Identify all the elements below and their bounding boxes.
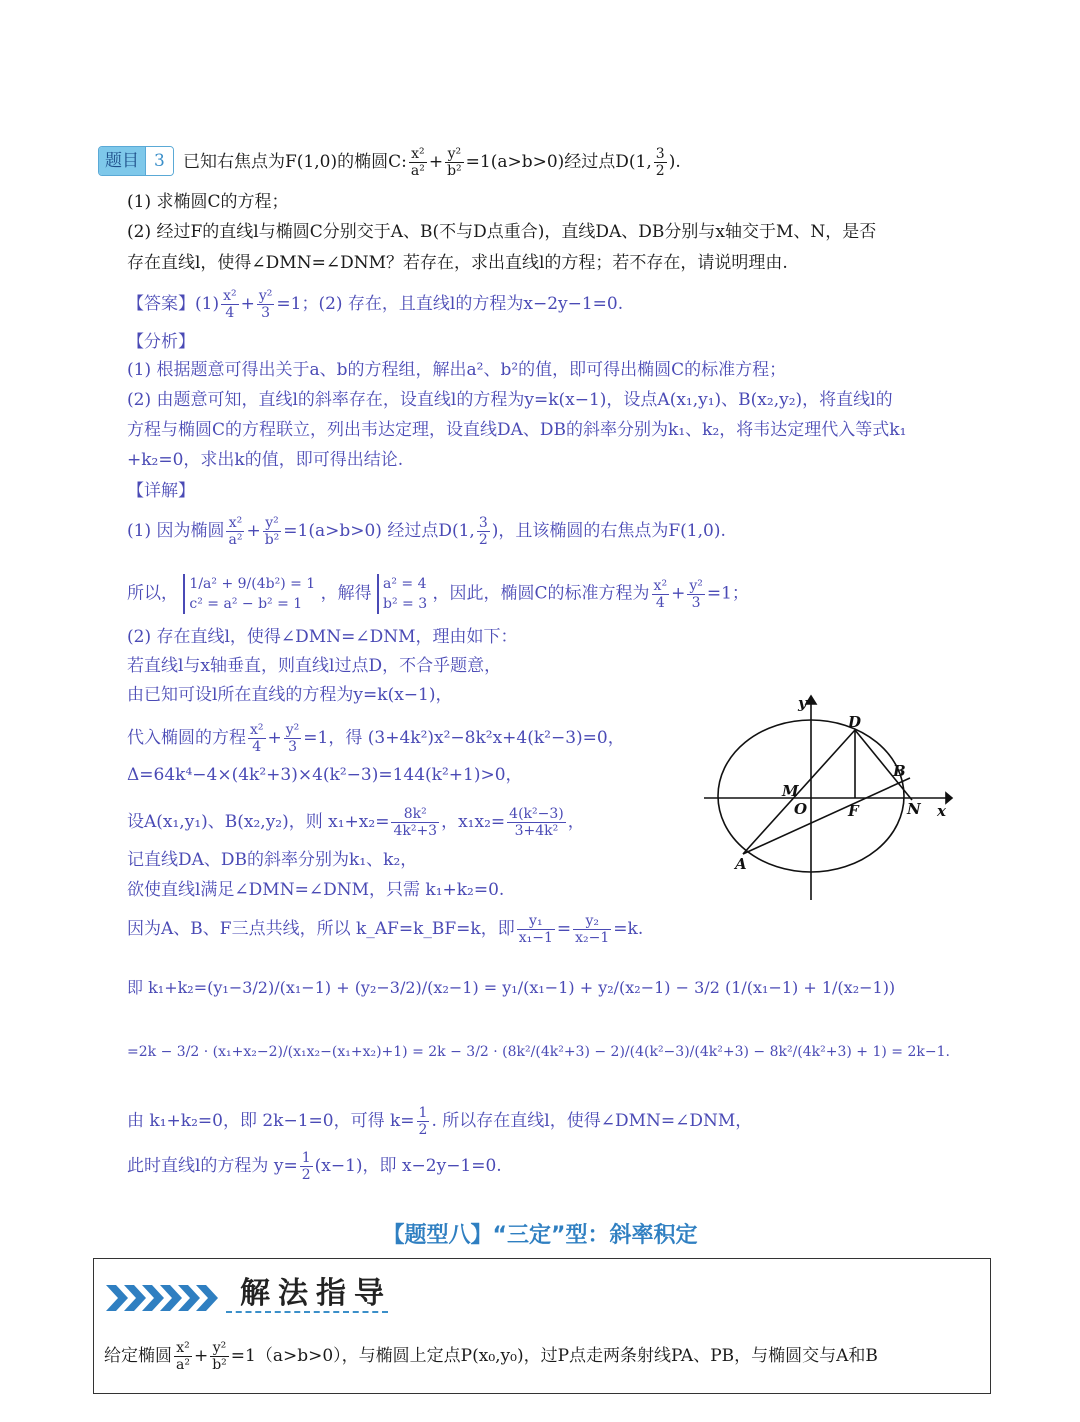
analysis-line-2: (2) 由题意可知，直线l的斜率存在，设直线l的方程为y=k(x−1)，设点A(x₁,y₁)、B(x₂,y₂)，将直线l的 — [127, 390, 893, 410]
frac-half: $\frac{1}{2}$ — [418, 1105, 428, 1138]
detail-line-9: 记直线DA、DB的斜率分别为k₁、k₂， — [127, 850, 418, 870]
label-x: x — [937, 802, 946, 820]
frac-x2-a2: $\frac{\text{x²}}{\text{a²}}$ — [410, 146, 425, 179]
answer-line: 【答案】(1) $\frac{\text{x²}}{4}$ + $\frac{\text{y²}}{3}$ =1；(2) 存在，且直线l的方程为x−2y−1=0. — [127, 288, 624, 321]
question-1: (1) 求椭圆C的方程； — [127, 192, 289, 212]
problem-tag-label: 题目 — [99, 147, 145, 175]
frac-y2-3-l6: $\frac{\text{y²}}{3}$ — [285, 722, 300, 755]
y-axis-arrow — [806, 696, 816, 704]
detail-line-2: 所以， 1/a² + 9/(4b²) = 1 c² = a² − b² = 1 ，解得 a² = 4 b² = 3 ，因此，椭圆C的标准方程为 $\frac{\text{x²}}{4}$ + $\frac{\text{y²}}{3}$ =1； — [127, 576, 749, 612]
analysis-line-4: +k₂=0，求出k的值，即可得出结论. — [127, 450, 404, 470]
frac-half-2: $\frac{1}{2}$ — [301, 1150, 311, 1183]
problem-stem: 已知右焦点为F(1,0)的椭圆C: $\frac{\text{x²}}{\text{a²}}$ + $\frac{\text{y²}}{\text{b²}}$ =1(a>b>0)经过点D(1, $\frac{3}{2}$ ). — [183, 146, 681, 179]
analysis-line-1: (1) 根据题意可得出关于a、b的方程组，解出a²、b²的值，即可得出椭圆C的标准方程； — [127, 360, 787, 380]
chevron-icon — [106, 1285, 128, 1311]
label-A: A — [735, 855, 747, 873]
frac-x2-a2-detail: $\frac{\text{x²}}{\text{a²}}$ — [228, 515, 243, 548]
guide-title-underline — [226, 1311, 388, 1313]
frac-3-2-detail: $\frac{3}{2}$ — [478, 515, 488, 548]
detail-line-7: Δ=64k⁴−4×(4k²+3)×4(k²−3)=144(k²+1)>0， — [127, 765, 523, 785]
frac-y2-b2-detail: $\frac{\text{y²}}{\text{b²}}$ — [264, 515, 280, 548]
frac-y2-3-detail: $\frac{\text{y²}}{3}$ — [689, 577, 703, 611]
frac-x2-a2-guide: $\frac{\text{x²}}{\text{a²}}$ — [176, 1340, 190, 1373]
ellipse-figure — [700, 692, 960, 902]
problem-tag — [98, 146, 174, 176]
detail-line-13: =2k − 3/2 · (x₁+x₂−2)/(x₁x₂−(x₁+x₂)+1) = 2k − 3/2 · (8k²/(4k²+3) − 2)/(4(k²−3)/(4k²+3) − 8k²/(4k²+3) + 1) = 2k−1. — [127, 1044, 950, 1060]
frac-x2-4-detail: $\frac{\text{x²}}{4}$ — [653, 577, 668, 611]
detail-line-3: (2) 存在直线l，使得∠DMN=∠DNM，理由如下： — [127, 627, 518, 647]
label-N: N — [907, 800, 921, 818]
detail-line-14: 由 k₁+k₂=0，即 2k−1=0，可得 k= $\frac{1}{2}$ . 所以存在直线l，使得∠DMN=∠DNM， — [127, 1105, 753, 1138]
chevron-icons — [106, 1285, 226, 1311]
detail-line-15: 此时直线l的方程为 y= $\frac{1}{2}$ (x−1)，即 x−2y−1=0. — [127, 1150, 502, 1183]
detail-line-10: 欲使直线l满足∠DMN=∠DNM，只需 k₁+k₂=0. — [127, 880, 505, 900]
frac-slope-a: $\frac{\text{y₁}}{\text{x₁−1}}$ — [518, 913, 553, 946]
frac-y2-3: $\frac{\text{y²}}{3}$ — [258, 288, 273, 321]
frac-product: $\frac{\text{4(k²−3)}}{\text{3+4k²}}$ — [509, 806, 564, 839]
detail-line-5: 由已知可设l所在直线的方程为y=k(x−1)， — [127, 685, 453, 705]
frac-slope-b: $\frac{\text{y₂}}{\text{x₂−1}}$ — [575, 913, 610, 946]
detail-line-4: 若直线l与x轴垂直，则直线l过点D，不合乎题意， — [127, 656, 502, 676]
question-2-line-1: (2) 经过F的直线l与椭圆C分别交于A、B(不与D点重合)，直线DA、DB分别与x轴交于M、N，是否 — [127, 222, 877, 242]
guide-text: 给定椭圆 $\frac{\text{x²}}{\text{a²}}$ + $\frac{\text{y²}}{\text{b²}}$ =1（a>b>0），与椭圆上定点P(x₀,y₀)，过P点走两条射线PA、PB，与椭圆交与A和B — [104, 1340, 878, 1373]
label-y: y — [798, 694, 807, 712]
frac-y2-b2: $\frac{\text{y²}}{\text{b²}}$ — [447, 146, 462, 179]
detail-line-12: 即 k₁+k₂=(y₁−3/2)/(x₁−1) + (y₂−3/2)/(x₂−1) = y₁/(x₁−1) + y₂/(x₂−1) − 3/2 (1/(x₁−1) + 1/(x₂−1)) — [127, 978, 896, 997]
line-AD — [743, 730, 855, 854]
frac-x2-4-l6: $\frac{\text{x²}}{4}$ — [250, 722, 264, 755]
frac-sum: $\frac{\text{8k²}}{\text{4k²+3}}$ — [393, 806, 438, 839]
equation-system-1: 1/a² + 9/(4b²) = 1 c² = a² − b² = 1 — [183, 574, 315, 614]
frac-x2-4: $\frac{\text{x²}}{4}$ — [223, 288, 237, 321]
detail-label: 【详解】 — [127, 481, 195, 501]
frac-3-2: $\frac{3}{2}$ — [655, 146, 665, 179]
label-F: F — [848, 802, 859, 820]
guide-box — [93, 1258, 991, 1394]
analysis-line-3: 方程与椭圆C的方程联立，列出韦达定理，设直线DA、DB的斜率分别为k₁、k₂，将韦达定理代入等式k₁ — [127, 420, 907, 440]
detail-line-6: 代入椭圆的方程 $\frac{\text{x²}}{4}$ + $\frac{\text{y²}}{3}$ =1，得 (3+4k²)x²−8k²x+4(k²−3)=0， — [127, 722, 625, 755]
detail-line-1: (1) 因为椭圆 $\frac{\text{x²}}{\text{a²}}$ + $\frac{\text{y²}}{\text{b²}}$ =1(a>b>0) 经过点D(1, $\frac{3}{2}$ )，且该椭圆的右焦点为F(1,0). — [127, 515, 726, 548]
detail-line-8: 设A(x₁,y₁)、B(x₂,y₂)，则 x₁+x₂= $\frac{\text{8k²}}{\text{4k²+3}}$ ，x₁x₂= $\frac{\text{4(k²−3)}}{\text{3+4k²}}$ ， — [127, 806, 585, 839]
frac-y2-b2-guide: $\frac{\text{y²}}{\text{b²}}$ — [212, 1340, 227, 1373]
label-B: B — [893, 762, 906, 780]
problem-tag-number: 3 — [145, 147, 173, 175]
guide-title: 解法指导 — [240, 1276, 392, 1311]
section-heading: 【题型八】“三定”型：斜率积定 — [382, 1223, 698, 1248]
label-D: D — [848, 713, 862, 731]
detail-line-11: 因为A、B、F三点共线，所以 k_AF=k_BF=k，即 $\frac{\text{y₁}}{\text{x₁−1}}$ = $\frac{\text{y₂}}{\text{x₂−1}}$ =k. — [127, 913, 644, 946]
equation-system-2: a² = 4 b² = 3 — [377, 574, 427, 614]
x-axis-arrow — [946, 793, 952, 803]
analysis-label: 【分析】 — [127, 332, 195, 352]
label-M: M — [782, 782, 799, 800]
question-2-line-2: 存在直线l，使得∠DMN=∠DNM？若存在，求出直线l的方程；若不存在，请说明理由. — [127, 253, 788, 273]
label-O: O — [794, 800, 808, 818]
